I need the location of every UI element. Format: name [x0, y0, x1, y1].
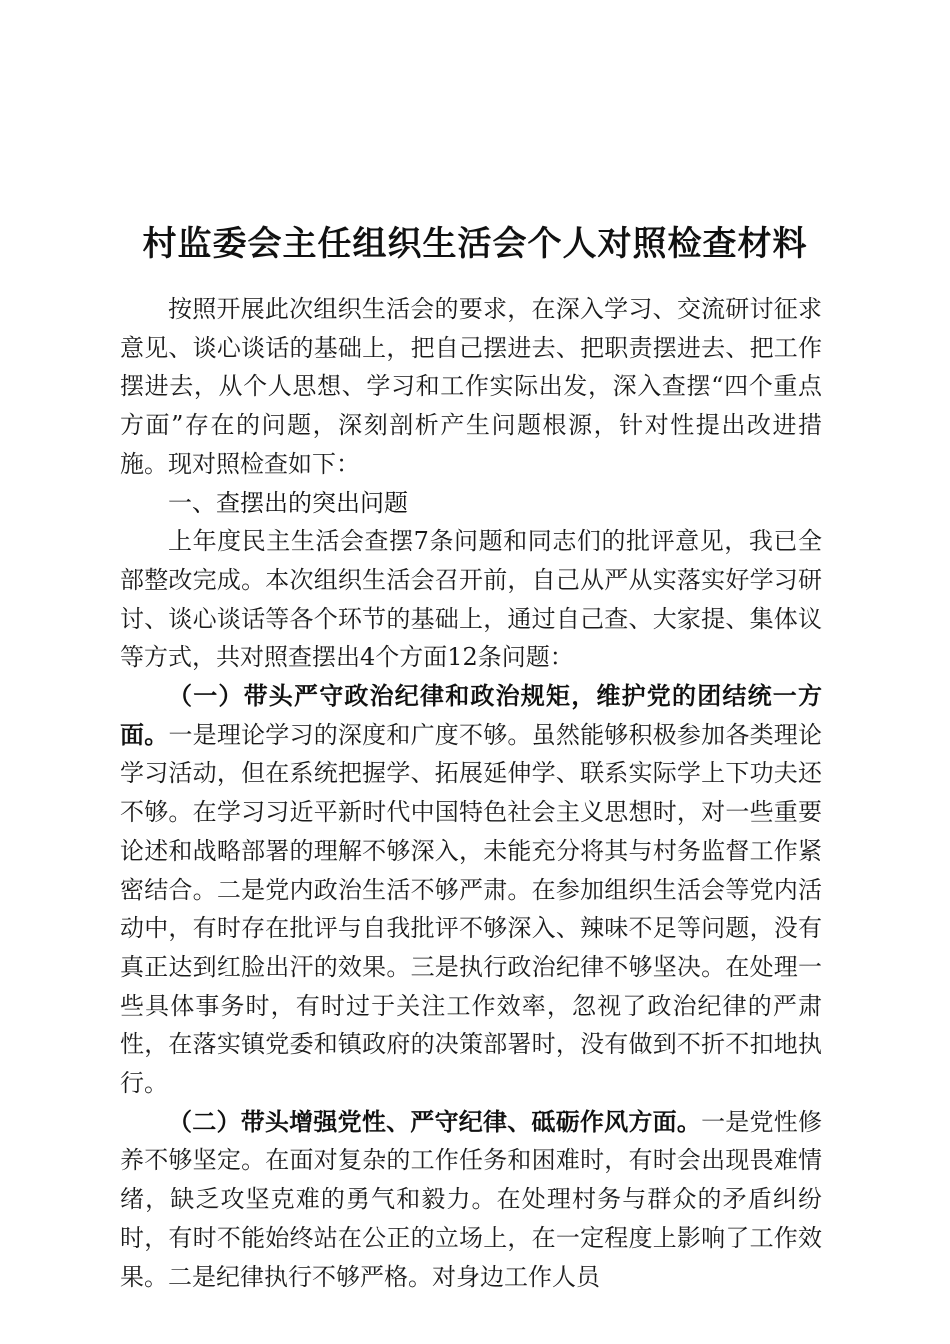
section-paragraph-summary: 上年度民主生活会查摆7条问题和同志们的批评意见，我已全部整改完成。本次组织生活会召开前，自己从严从实落实好学习研讨、谈心谈话等各个环节的基础上，通过自己查、大家提、集体议等方式，共对照查摆出4个方面12条问题： [120, 527, 822, 672]
intro-paragraph: 按照开展此次组织生活会的要求，在深入学习、交流研讨征求意见、谈心谈话的基础上，把自己摆进去、把职责摆进去、把工作摆进去，从个人思想、学习和工作实际出发，深入查摆“四个重点方面”存在的问题，深刻剖析产生问题根源，针对性提出改进措施。现对照检查如下： [120, 295, 822, 478]
item-text-political-discipline: 一是理论学习的深度和广度不够。虽然能够积极参加各类理论学习活动，但在系统把握学、拓展延伸学、联系实际学上下功夫还不够。在学习习近平新时代中国特色社会主义思想时，对一些重要论述和战略部署的理解不够深入，未能充分将其与村务监督工作紧密结合。二是党内政治生活不够严肃。在参加组织生活会等党内活动中，有时存在批评与自我批评不够深入、辣味不足等问题，没有真正达到红脸出汗的效果。三是执行政治纪律不够坚决。在处理一些具体事务时，有时过于关注工作效率，忽视了政治纪律的严肃性，在落实镇党委和镇政府的决策部署时，没有做到不折不扣地执行。 [120, 720, 823, 1098]
document-body [120, 290, 822, 1296]
item-text-party-spirit: 一是党性修养不够坚定。在面对复杂的工作任务和困难时，有时会出现畏难情绪，缺乏攻坚克难的勇气和毅力。在处理村务与群众的矛盾纠纷时，有时不能始终站在公正的立场上，在一定程度上影响了工作效果。二是纪律执行不够严格。对身边工作人员 [120, 1107, 823, 1291]
section-heading-problems: 一、查摆出的突出问题 [168, 488, 408, 517]
item-subheading-political-discipline: （一）带头严守政治纪律和政治规矩，维护党的团结统一方面。 [120, 681, 822, 749]
item-subheading-party-spirit: （二）带头增强党性、严守纪律、砥砺作风方面。 [168, 1106, 702, 1136]
item-paragraph-party-spirit [120, 1103, 822, 1297]
document-title: 村监委会主任组织生活会个人对照检查材料 [142, 223, 808, 264]
item-paragraph-political-discipline [120, 677, 822, 1103]
